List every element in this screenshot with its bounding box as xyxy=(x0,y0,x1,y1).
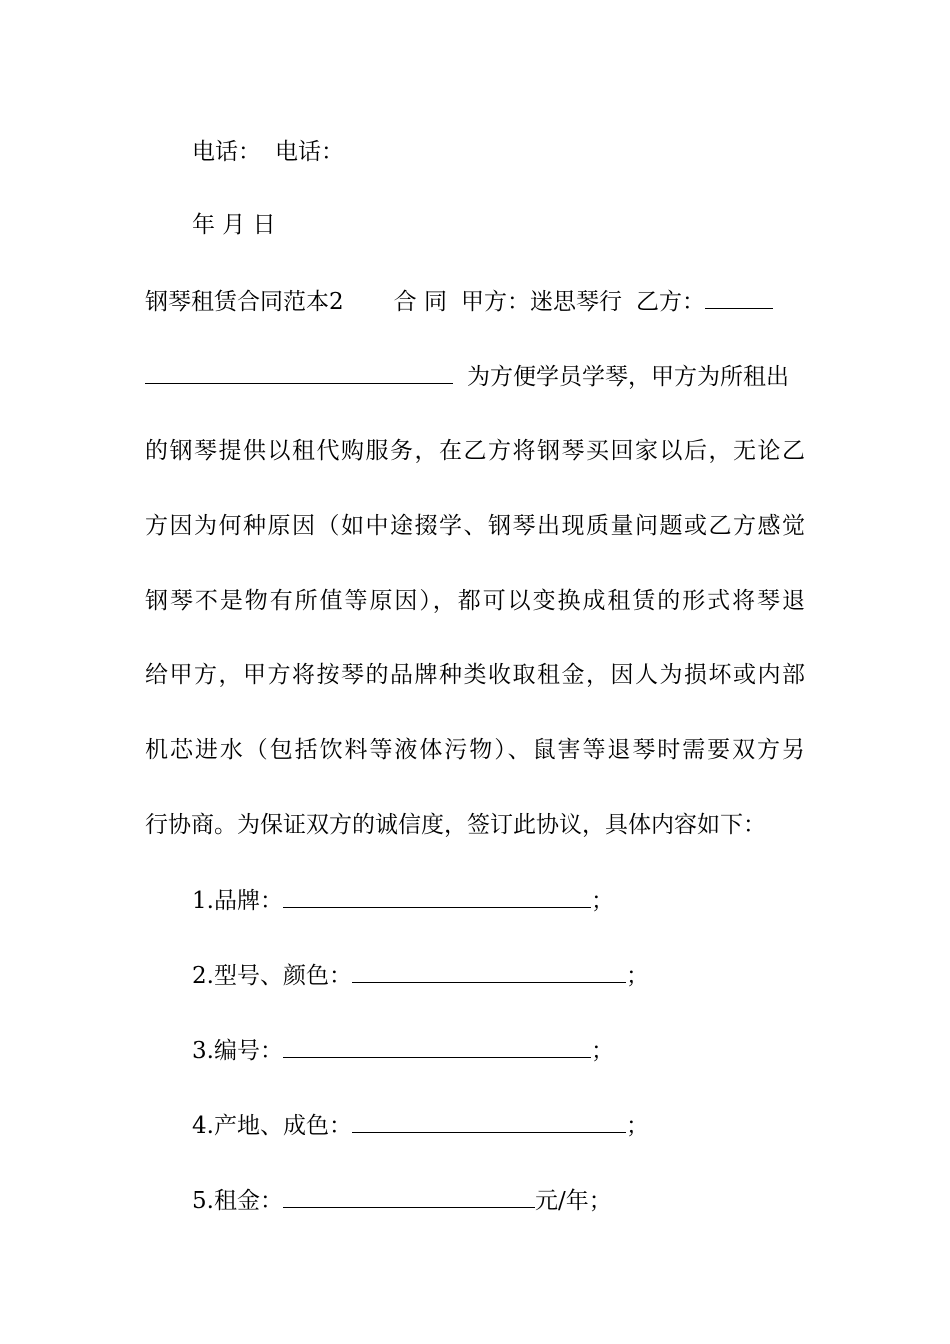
item-origin-condition-suffix: ； xyxy=(625,1113,649,1139)
item-rent xyxy=(192,1185,805,1216)
item-serial-label: 3.编号： xyxy=(192,1038,283,1064)
body-line-4: 给甲方，甲方将按琴的品牌种类收取租金，因人为损坏或内部 xyxy=(145,662,805,688)
phone-label-b: 电话： xyxy=(275,139,344,165)
item-model-color-label: 2.型号、颜色： xyxy=(192,963,352,989)
item-brand xyxy=(192,885,805,916)
item-serial xyxy=(192,1035,805,1066)
item-origin-condition xyxy=(192,1110,805,1141)
item-rent-suffix: 元/年； xyxy=(534,1188,612,1214)
body-line-6: 行协商。为保证双方的诚信度，签订此协议，具体内容如下： xyxy=(145,812,766,838)
contract-heading: 合 同 xyxy=(393,289,447,315)
intro-row xyxy=(145,361,805,392)
body-line-3: 钢琴不是物有所值等原因），都可以变换成租赁的形式将琴退 xyxy=(145,588,805,614)
party-b-label: 乙方： xyxy=(635,289,705,315)
intro-tail: 为方便学员学琴，甲方为所租出 xyxy=(467,364,789,390)
item-brand-label: 1.品牌： xyxy=(192,888,283,914)
item-origin-condition-blank xyxy=(352,1110,626,1133)
item-rent-blank xyxy=(283,1185,535,1208)
body-line-5: 机芯进水（包括饮料等液体污物）、鼠害等退琴时需要双方另 xyxy=(145,737,805,763)
item-origin-condition-label: 4.产地、成色： xyxy=(192,1113,352,1139)
date-label: 年 月 日 xyxy=(192,212,276,238)
item-model-color xyxy=(192,960,805,991)
phone-row xyxy=(192,137,805,167)
contract-title: 钢琴租赁合同范本2 xyxy=(145,289,344,315)
item-serial-suffix: ； xyxy=(590,1038,614,1064)
party-b-blank-continued xyxy=(145,361,453,384)
contract-title-row xyxy=(145,286,805,317)
item-brand-blank xyxy=(283,885,591,908)
item-serial-blank xyxy=(283,1035,591,1058)
party-b-blank xyxy=(705,286,773,309)
item-brand-suffix: ； xyxy=(590,888,614,914)
item-model-color-blank xyxy=(352,960,626,983)
body-line-2: 方因为何种原因（如中途掇学、钢琴出现质量问题或乙方感觉 xyxy=(145,513,805,539)
item-model-color-suffix: ； xyxy=(625,963,649,989)
party-a: 甲方：迷思琴行 xyxy=(460,289,622,315)
phone-label-a: 电话： xyxy=(192,139,261,165)
item-rent-label: 5.租金： xyxy=(192,1188,283,1214)
date-row xyxy=(192,210,805,240)
body-line-1: 的钢琴提供以租代购服务，在乙方将钢琴买回家以后，无论乙 xyxy=(145,438,805,464)
